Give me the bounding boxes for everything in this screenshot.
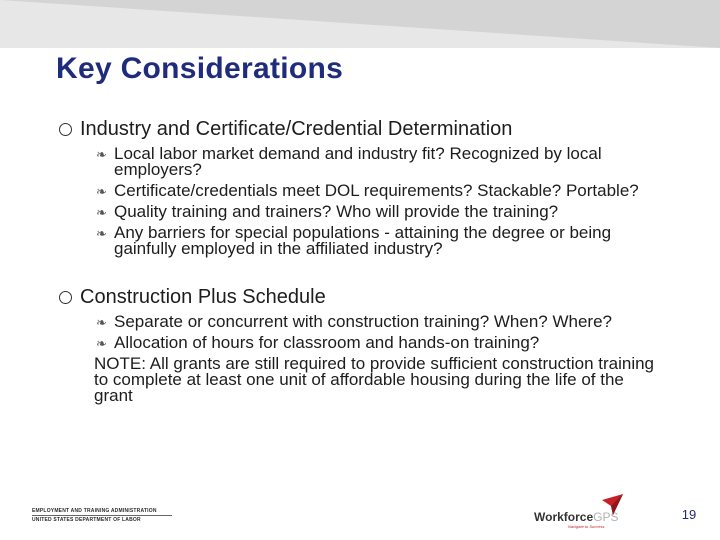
dept-line-2: UNITED STATES DEPARTMENT OF LABOR: [32, 517, 141, 523]
bullet-list: [96, 146, 656, 257]
fleur-bullet-icon: ❧: [96, 315, 107, 330]
section-heading-text: Industry and Certificate/Credential Determination: [80, 118, 513, 140]
list-item-text: Certificate/credentials meet DOL requirements? Stackable? Portable?: [114, 181, 639, 200]
list-item: [96, 335, 656, 351]
hollow-circle-bullet-icon: [59, 123, 72, 136]
slide-title: Key Considerations: [56, 52, 344, 85]
list-item: [96, 183, 656, 199]
slide-content: [56, 116, 656, 404]
fleur-bullet-icon: ❧: [96, 336, 107, 351]
divider: [32, 515, 172, 516]
hollow-circle-bullet-icon: [59, 291, 72, 304]
bullet-list: [96, 314, 656, 351]
grant-note: NOTE: All grants are still required to provide sufficient construction training to complete at least one unit of affordable housing during the life of the grant: [94, 354, 655, 405]
page-number: 19: [681, 507, 697, 522]
top-banner: [0, 0, 720, 48]
list-item: [96, 225, 656, 257]
section-heading: [56, 118, 656, 140]
fleur-bullet-icon: ❧: [96, 147, 107, 162]
workforce-gps-logo: [534, 494, 624, 530]
list-item-text: Quality training and trainers? Who will provide the training?: [114, 202, 559, 221]
dol-eta-logo: [32, 508, 172, 523]
list-item-text: Separate or concurrent with construction training? When? Where?: [114, 312, 612, 331]
fleur-bullet-icon: ❧: [96, 184, 107, 199]
logo-tagline: Navigate to Success: [568, 524, 605, 529]
section-spacer: [56, 262, 656, 284]
list-item: [96, 314, 656, 330]
section-heading-text: Construction Plus Schedule: [80, 286, 326, 308]
list-item-text: Local labor market demand and industry fit? Recognized by local employers?: [114, 144, 602, 179]
list-item: [96, 204, 656, 220]
logo-word: Workforce: [534, 510, 594, 524]
list-item: [96, 146, 656, 178]
dept-line-1: EMPLOYMENT AND TRAINING ADMINISTRATION: [32, 508, 157, 514]
banner-accent: [0, 0, 720, 48]
section-heading: [56, 286, 656, 308]
list-item-text: Allocation of hours for classroom and hands-on training?: [114, 333, 540, 352]
fleur-bullet-icon: ❧: [96, 205, 107, 220]
paper-plane-logo-icon: [602, 494, 624, 516]
fleur-bullet-icon: ❧: [96, 226, 107, 241]
logo-accent: GPS: [593, 510, 619, 524]
list-item-text: Any barriers for special populations - attaining the degree or being gainfully employed in the affiliated industry?: [114, 223, 612, 258]
